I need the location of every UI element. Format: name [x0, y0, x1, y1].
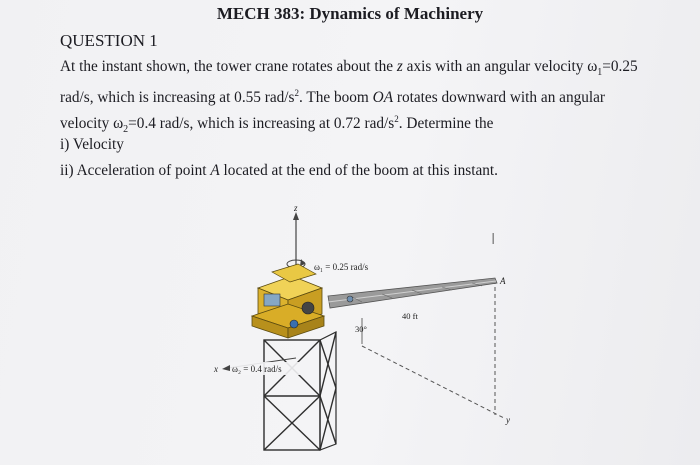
crane-cab — [252, 264, 324, 338]
x-axis-arrowhead — [222, 365, 230, 371]
question-line-2 — [60, 80, 685, 106]
point-a-label: A — [500, 276, 506, 286]
question-line-1 — [60, 54, 685, 80]
line-1-words: At the instant shown, the tower crane rotates about the z axis with an angular velocity $\omega_1=0.25$ — [60, 58, 638, 79]
y-axis-label: y — [506, 415, 510, 425]
y-axis-line — [362, 346, 504, 418]
course-title: MECH 383: Dynamics of Machinery — [216, 4, 484, 23]
boom-oa — [328, 278, 497, 308]
angle-label: 30° — [355, 324, 367, 334]
z-axis-arrowhead — [293, 212, 299, 220]
boom-length-label: 40 ft — [402, 311, 418, 321]
x-axis-label: x — [214, 364, 218, 374]
question-line-3: velocity $\omega_2=0.4$ rad/s, which is increasing at 0.72 rad/$s^2$. Determine the — [60, 114, 494, 136]
lattice-tower — [264, 332, 336, 450]
question-text — [60, 54, 685, 184]
text-cursor-icon: I — [491, 231, 496, 248]
omega1-label: ω₁ = 0.25 rad/s — [314, 262, 369, 272]
tower-crane-figure — [212, 198, 532, 465]
z-axis-label: z — [294, 203, 298, 213]
part-ii-acceleration: ii) Acceleration of point A located at the end of the boom at this instant. — [60, 162, 498, 179]
part-i-velocity: i) Velocity — [60, 136, 124, 153]
line-2-words: rad/s, which is increasing at 0.55 rad/$s^2$. The boom OA rotates downward with an angular — [60, 88, 606, 107]
question-heading: QUESTION 1 — [60, 31, 158, 50]
omega2-label: ω₂ = 0.4 rad/s — [232, 364, 282, 374]
